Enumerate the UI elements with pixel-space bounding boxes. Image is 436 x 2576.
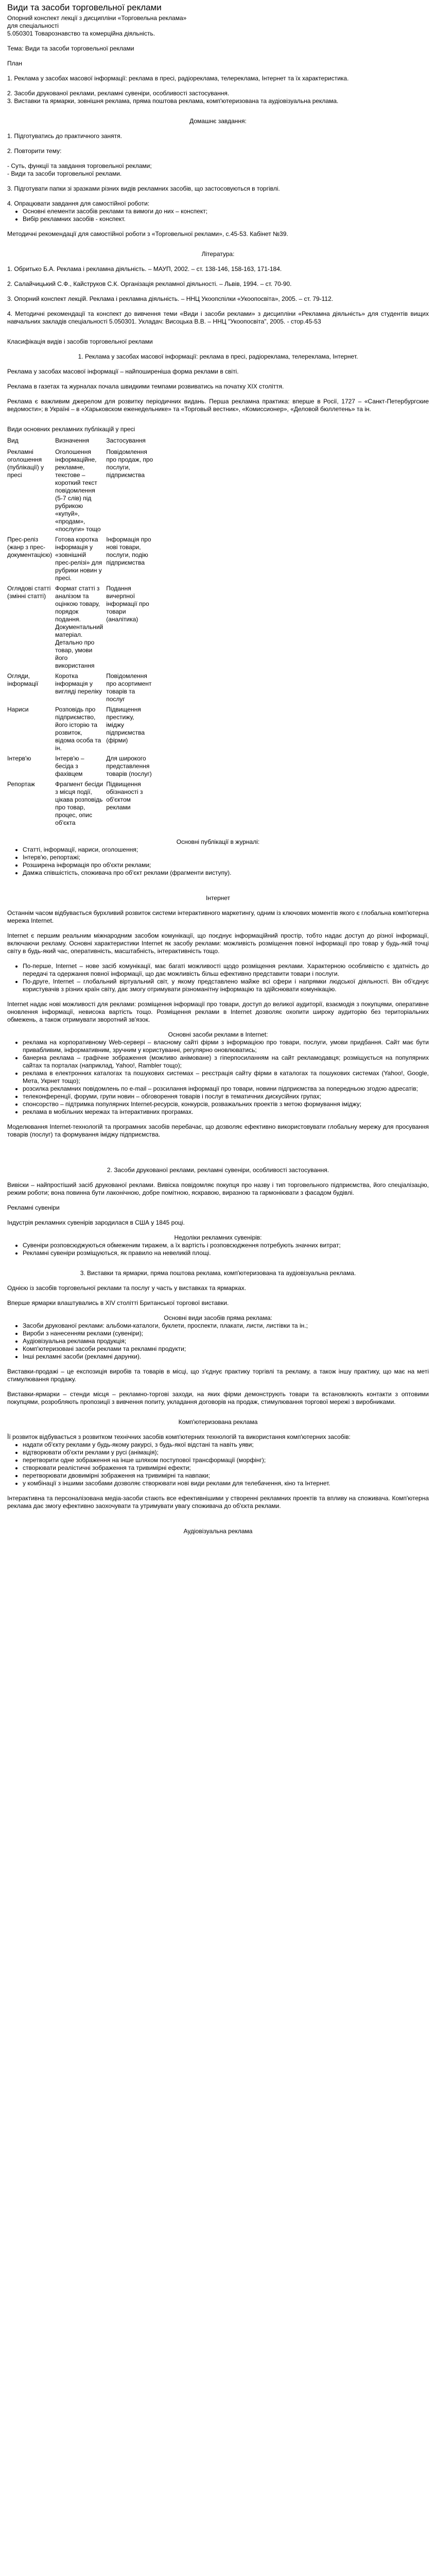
list-item: • створювати реалістичні зображення та тривимірні ефекти; <box>23 1464 429 1472</box>
paragraph: Однією із засобів торговельної реклами та послуг у часть у виставках та ярмарках. <box>7 1284 247 1292</box>
table-cell: Формат статті з аналізом та оцінкою товару, порядок подання. Документальний матеріал. Детально про товар, умови його використання <box>55 585 103 670</box>
table-cell: Коротка інформація у вигляді переліку <box>55 672 102 696</box>
table-cell: Повідомлення про продаж, про послуги, підприємства <box>106 448 153 479</box>
classification-title: Класифікація видів і засобів торговельної реклами <box>7 338 153 346</box>
list-item: • надати об'єкту реклами у будь-якому ракурсі, з будь-якої відстані та навіть уяви; <box>23 1441 429 1449</box>
paragraph: Її розвиток відбувається з розвитком технічних засобів комп'ютерних технологій та використання комп'ютерних засобів: <box>7 1433 351 1441</box>
subtitle: Опорний конспект лекції з дисципліни «Торговельна реклама» <box>7 14 187 22</box>
table-cell: Інформація про нові товари, послуги, подію підприємства <box>106 536 151 567</box>
table-header: Вид <box>7 437 19 445</box>
press-forms-list <box>7 846 429 877</box>
literature-item: 2. Салайчицький С.Ф., Кайструков С.К. Організація рекламної діяльності. – Львів, 1994. – ст. 70-90. <box>7 280 292 288</box>
paragraph: Основні засоби реклами в Internet: <box>168 1031 268 1039</box>
paragraph: Internet надає нові можливості для реклами: розміщення інформації про товари, доступ до великої аудиторії, взаємодія з покупцями, оперативне оновлення інформації, невисока вартість тощо. Розміщення реклами в Internet дозволяє охопити широку аудиторію без територіальних обмежень, а також отримувати зворотний зв'язок. <box>7 1001 429 1024</box>
internet-title: Інтернет <box>205 894 231 902</box>
plan-item: 1. Реклама у засобах масової інформації: реклама в пресі, радіореклама, телереклама, Інтернет та їх характеристика. <box>7 75 349 82</box>
list-item: • реклама на корпоративному Web-сервері – власному сайті фірми з інформацією про товари, послуги, умови придбання. Сайт має бути привабливим, інформативним, зручним у користуванні, регулярно оновлюватись; <box>23 1039 429 1054</box>
table-cell: Підвищення обізнаності з об'єктом реклами <box>106 781 143 811</box>
list-item: • банерна реклама – графічне зображення (можливо анімоване) з гіперпосиланням на сайт рекламодавця; розміщується на популярних сайтах та порталах (наприклад, Yahoo!, Rambler тощо); <box>23 1054 429 1070</box>
homework-item: 2. Повторити тему: <box>7 147 62 155</box>
paragraph: Інтерактивна та персоналізована медіа-засоби стають все ефективнішими у створенні рекламних проектів та впливу на споживача. Комп'ютерна реклама дає змогу ефективно заохочувати та утримувати увагу споживача до об'єкта реклами. <box>7 1495 429 1510</box>
homework-item: 4. Опрацювати завдання для самостійної роботи: <box>7 200 150 208</box>
homework-dash: - Види та засоби торговельної реклами. <box>7 170 122 178</box>
exhibitions-bullets <box>7 1322 429 1361</box>
list-item: • спонсорство – підтримка популярних Internet-ресурсів, конкурсів, розважальних проектів з метою формування іміджу; <box>23 1100 429 1108</box>
press-table <box>7 436 156 829</box>
list-item: • реклама в мобільних мережах та інтерактивних програмах. <box>23 1108 429 1116</box>
table-cell: Розповідь про підприємство, його історію та розвиток, відома особа та ін. <box>55 706 101 752</box>
specialty: 5.050301 Товарознавство та комерційна діяльність. <box>7 30 155 38</box>
computer-bullets <box>7 1441 429 1487</box>
paragraph: Вивіски – найпростіший засіб друкованої реклами. Вивіска повідомляє покупця про назву і тип торговельного підприємства, його спеціалізацію, режим роботи; вона повинна бути лаконічною, добре помітною, яскравою, виразною та гармоніювати з фасадом будівлі. <box>7 1181 429 1197</box>
section-heading: Аудіовізуальна реклама <box>183 1528 253 1535</box>
press-table-title: Види основних рекламних публікацій у пресі <box>7 426 135 433</box>
paragraph: Рекламні сувеніри <box>7 1204 60 1212</box>
list-item: • Інші рекламні засоби (рекламні дарунки). <box>23 1353 429 1361</box>
homework-item: 1. Підготуватись до практичного занятя. <box>7 132 122 140</box>
table-cell: Повідомлення про асортимент товарів та послуг <box>106 672 152 703</box>
plan-item: 3. Виставки та ярмарки, зовнішня реклама, пряма поштова реклама, комп'ютеризована та аудіовізуальна реклама. <box>7 97 339 105</box>
list-item: • Аудіовізуальна рекламна продукція; <box>23 1337 429 1345</box>
table-row <box>7 754 156 780</box>
paragraph: Реклама є важливим джерелом для розвитку періодичних видань. Перша рекламна практика: вперше в Росії, 1727 – «Санкт-Петербургские ведомости»; в Україні – в «Харьковском еженедельнике» та «Торговый вестник», «Комиссионер», «Деловой бюллетень» та ін. <box>7 398 429 413</box>
list-item: • По-перше, Internet – нове засіб комунікації, має багаті можливості щодо розміщення реклами. Характерною особливістю є здатність до передачі та одержання повної інформації, що дає можливість більш ефективно представити товари і послуги. <box>23 962 429 978</box>
list-item: • Інтерв'ю, репортажі; <box>23 854 429 861</box>
for-specialty: для спеціальності <box>7 22 59 30</box>
list-item: • Вибір рекламних засобів - конспект. <box>23 215 429 223</box>
paragraph: Реклама в газетах та журналах почала швидкими темпами розвиватись на початку XIX століття. <box>7 383 284 391</box>
topic: Тема: Види та засоби торговельної реклами <box>7 45 134 53</box>
paragraph: Основні види засобів пряма реклама: <box>164 1314 272 1322</box>
table-row <box>7 584 156 672</box>
table-row <box>7 705 156 754</box>
literature-item: 4. Методичні рекомендації та конспект до вивчення теми «Види і засоби реклами» з дисципліни «Рекламна діяльність» для студентів вищих навчальних закладів спеціальності 5.050301. Укладач: Висоцька В.В. – ННЦ "Укоопосвіта", 2005. - стор.45-53 <box>7 310 429 326</box>
table-row <box>7 535 156 584</box>
literature-item: 1. Обритько Б.А. Реклама і рекламна діяльність. – МАУП, 2002. – ст. 138-146, 158-163, 171-184. <box>7 265 282 273</box>
table-cell: Нариси <box>7 706 29 714</box>
internet-tools-list <box>7 1039 429 1116</box>
paragraph: Виставки-ярмарки – стенди місця – рекламно-торгові заходи, на яких фірми демонструють товари та встановлюють контакти з оптовими покупцями, розробляють пропозиції з вивчення попиту, укладання договорів на продаж, стимулювання торгової мережі з виробниками. <box>7 1391 429 1406</box>
printed-bullets <box>7 1242 429 1257</box>
table-cell: Огляди, інформації <box>7 672 39 688</box>
table-cell: Прес-реліз (жанр з прес-документацією) <box>7 536 53 559</box>
list-item: • перетворити одне зображення на інше шляхом поступової трансформації (морфінг); <box>23 1456 429 1464</box>
paragraph: Останнім часом відбувається бурхливий розвиток системи інтерактивного маркетингу, одним із ключових моментів якого є глобальна комп'ютерна мережа Internet. <box>7 909 429 925</box>
list-item: • Основні елементи засобів реклами та вимоги до них – конспект; <box>23 208 429 215</box>
press-forms-title: Основні публікації в журналі: <box>176 838 260 846</box>
table-cell: Підвищення престижу, іміджу підприємства (фірми) <box>106 706 145 744</box>
list-item: • Комп'ютеризовані засоби реклами та рекламні продукти; <box>23 1345 429 1353</box>
list-item: • Рекламні сувеніри розміщуються, як правило на невеликій площі. <box>23 1249 429 1257</box>
internet-bullets <box>7 962 429 993</box>
table-row <box>7 780 156 829</box>
paragraph: Реклама у засобах масової інформації – найпоширеніша форма реклами в світі. <box>7 368 239 376</box>
list-item: • Дамжа співшістість, споживача про об'єкт реклами (фрагменти виступу). <box>23 869 429 877</box>
paragraph: Вперше ярмарки влаштувались в XIV столітті Британської торгової виставки. <box>7 1299 229 1307</box>
paragraph: Виставки-продажі – це експозиція виробів та товарів в місці, що з'єднує практику торгівлі та рекламу, а також іншу практику, що має на меті стимулювання продажу. <box>7 1368 429 1383</box>
plan-item: 2. Засоби друкованої реклами, рекламні сувеніри, особливості застосування. <box>7 90 230 97</box>
list-item: • телеконференції, форуми, групи новин – обговорення товарів і послуг в тематичних дискусійних групах; <box>23 1093 429 1100</box>
list-item: • розсилка рекламних повідомлень по e-mail – розсилання інформації про товари, новини підприємства за попередньою згодою адресатів; <box>23 1085 429 1093</box>
homework-bullets <box>7 208 429 223</box>
homework-guides: Методичні рекомендації для самостійної роботи з «Торговельної реклами», с.45-53. Кабінет №39. <box>7 230 288 238</box>
subsection-title: Недоліки рекламних сувенірів: <box>174 1234 262 1242</box>
list-item: • перетворювати двовимірні зображення на тривимірні та навпаки; <box>23 1472 429 1480</box>
list-item: • Засоби друкованої реклами: альбоми-каталоги, буклети, проспекти, плакати, листи, листівки та ін.; <box>23 1322 429 1330</box>
table-cell: Подання вичерпної інформації про товари (аналітика) <box>106 585 149 623</box>
literature-item: 3. Опорний конспект лекцій. Реклама і рекламна діяльність. – ННЦ Укоопспілки «Укоопосвіта», 2005. – ст. 79-112. <box>7 295 334 303</box>
paragraph: Моделювання Internet-технологій та програмних засобів перебачає, що дозволяє ефективно використовувати глобальну мережу для просування товарів (послуг) та формування іміджу підприємства. <box>7 1123 429 1139</box>
table-cell: Оголошення інформаційне, рекламне, текстове – короткий текст повідомлення (5-7 слів) під рубрикою «купуй», «продам», «послуги» тощо <box>55 448 101 533</box>
table-row <box>7 448 156 535</box>
list-item: • Вироби з нанесенням реклами (сувеніри); <box>23 1330 429 1337</box>
table-cell: Інтерв'ю <box>7 755 31 762</box>
table-header: Застосування <box>106 437 146 445</box>
paragraph: Internet є першим реальним міжнародним засобом комунікації, що поєднує інформаційний простір, тобто надає доступ до різної інформації, включаючи рекламу. Основні характеристики Internet як засобу реклами: можливість розміщення повної інформації про товар у будь-якій точці світу в будь-який час, оперативність, масштабність, інтерактивність тощо. <box>7 932 429 955</box>
table-row <box>7 672 156 705</box>
section-heading: 2. Засоби друкованої реклами, рекламні сувеніри, особливості застосування. <box>107 1166 329 1174</box>
section-heading: Комп'ютеризована реклама <box>178 1418 258 1426</box>
table-cell: Готова коротка інформація у «зовнішній прес-релізі» для рубрики новин у пресі. <box>55 536 102 582</box>
table-cell: Інтерв'ю – бесіда з фахівцем <box>55 755 84 778</box>
list-item: • у комбінації з іншими засобами дозволяє створювати нові види реклами для телебачення, кіно та Інтернет. <box>23 1480 429 1487</box>
list-item: • відтворювати об'єкти реклами у русі (анімація); <box>23 1449 429 1456</box>
table-cell: Рекламні оголошення (публікації) у пресі <box>7 448 44 479</box>
list-item: • реклама в електронних каталогах та пошукових системах – реєстрація сайту фірми в каталогах та пошукових системах (Yahoo!, Google, Мета, Укрнет тощо); <box>23 1070 429 1085</box>
page-title: Види та засоби торговельної реклами <box>7 3 162 12</box>
literature-title: Література: <box>201 250 235 258</box>
list-item: • Сувеніри розповсюджуються обмеженим тиражем, а їх вартість і розповсюдження потребують значних витрат; <box>23 1242 429 1249</box>
plan-title: План <box>7 60 22 67</box>
table-cell: Оглядові статті (змінні статті) <box>7 585 51 600</box>
list-item: • Розширена інформація про об'єкти реклами; <box>23 861 429 869</box>
table-cell: Репортаж <box>7 781 35 788</box>
section-heading: 3. Виставки та ярмарки, пряма поштова реклама, комп'ютеризована та аудіовізуальна реклама. <box>80 1269 356 1277</box>
table-header: Визначення <box>55 437 90 445</box>
homework-item: 3. Підготувати папки зі зразками різних видів рекламних засобів, що застосовуються в торгівлі. <box>7 185 280 193</box>
section-heading: 1. Реклама у засобах масової інформації: реклама в пресі, радіореклама, телереклама, Інтернет. <box>78 353 358 361</box>
homework-title: Домашнє завдання: <box>189 117 247 125</box>
list-item: • Статті, інформації, нариси, оголошення; <box>23 846 429 854</box>
table-cell: Для широкого представлення товарів (послуг) <box>106 755 152 778</box>
paragraph: Індустрія рекламних сувенірів зародилася в США у 1845 році. <box>7 1219 185 1227</box>
table-cell: Фрагмент бесіди з місця події, цікава розповідь про товар, процес, опис об'єкта <box>55 781 103 827</box>
table-header-row <box>7 436 156 448</box>
homework-dash: - Суть, функції та завдання торговельної реклами; <box>7 162 152 170</box>
list-item: • По-друге, Internet – глобальний віртуальний світ, у якому представлено майже всі сфери і напрямки людської діяльності. Він об'єднує користувачів з різних країн світу, дає змогу отримувати різноманітну інформацію та здійснювати комунікацію. <box>23 978 429 993</box>
